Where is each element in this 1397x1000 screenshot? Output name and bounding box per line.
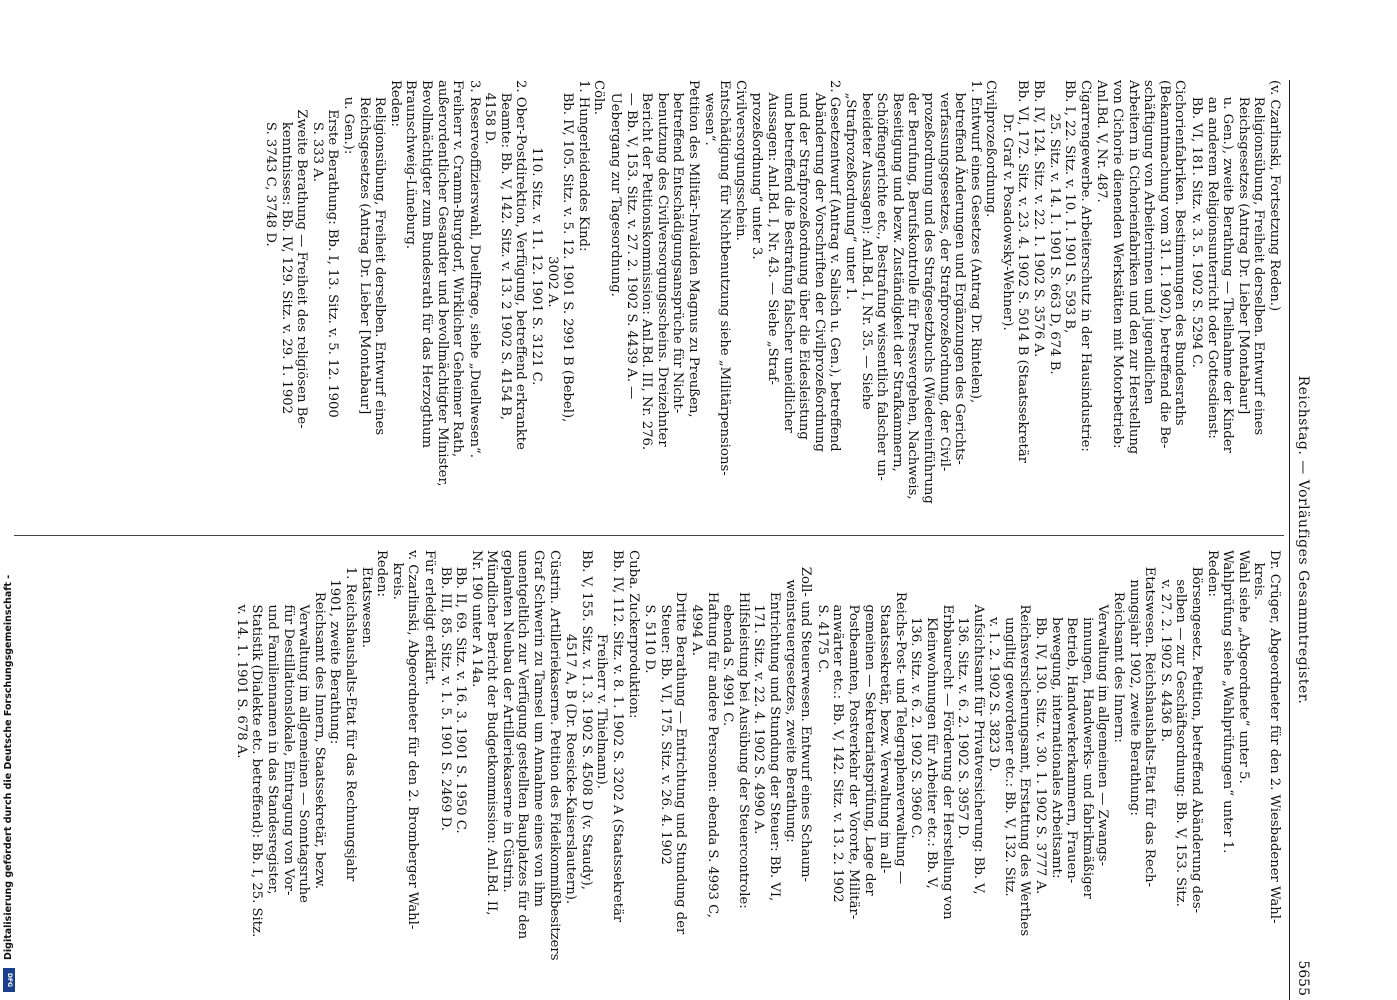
register-entry: Freiherr v. Cramm-Burgdorf, Wirklicher Geheimer Rath, außerordentlicher Gesandter und bevollmächtigter Minister, Bevollmächtigter zum Bundesrath für das Herzogthum Braunschweig-Lüneburg. Reden: Religionsübung, Freiheit derselben. Entwurf eines Reichsgesetzes (Antrag Dr. Lieber [Montabaur] u. Gen.): Erste Berathung: Bb. I, 13. Sitz. v. 5. 12. 1900 S. 333 A. Zweite Berathung — Freiheit des religiösen Be- kenntnisses: Bb. IV, 129. Sitz. v. 29. 1. 1902 S. 3743 C, 3748 D. [263, 80, 466, 487]
register-entry: Cüstrin. Artilleriekaserne. Petition des Fideikommißbesitzers Graf Schwerin zu Tamsel um Annahme eines von ihm unentgeltlich zur Verfügung gestellten Bauplatzes für den geplanten Neubau der Artilleriekaserne in Cüstrin. Mündlicher Bericht der Budgetkommission: Anl.Bd. II, Nr. 190 unter A 14a. Bb. II, 69. Sitz. v. 16. 3. 1901 S. 1950 C. Bb. III, 85. Sitz. v. 1. 5. 1901 S. 2469 D. Für erledigt erklärt. [421, 550, 562, 961]
register-entry: Cigarrengewerbe. Arbeiterschutz in der Hausindustrie: Bb. I, 22. Sitz. v. 10. 1. 1901 S. 593 B, 25. Sitz. v. 14. 1. 1901 S. 663 D, 674 B. Bb. IV, 124. Sitz. v. 22. 1. 1902 S. 3576 A. Bb. VI, 172. Sitz. v. 23. 4. 1902 S. 5014 B (Staatssekretär Dr. Graf v. Posadowsky-Wehner). [999, 80, 1093, 464]
page-number: 5655 [1295, 960, 1311, 996]
register-entry: v. Czarlinski, Abgeordneter für den 2. Bromberger Wahl- kreis. Reden: Etatswesen. 1. Reichshaushalts-Etat für das Rechnungsjahr 1901, zweite Berathung: Reichsamt des Innern, Staatssekretär, bezw. Verwaltung im allgemeinen — Sonntagsruhe für Destillationslokale, Eintragung von Vor- und Familiennamen in das Standesregister, Statistik (Dialekte etc. betreffend): Bb. I, 25. Sitz. v. 14. 1. 1901 S. 678 A. [233, 550, 421, 938]
right-column [22, 550, 1282, 990]
register-entry: Civilprozeßordnung. 1. Entwurf eines Gesetzes (Antrag Dr. Rintelen), betreffend Änderungen und Ergänzungen des Gerichts- verfassungsgesetzes, der Strafprozeßordnung, der Civil- prozeßordnung und des Strafgesetzbuchs (Wiedereinführung der Berufung, Berufskontrolle für Pressvergehen, Nachweis, Beseitigung und bezw. Zuständigkeit der Strafkammern, Schöffengerichte etc., Bestrafung wissentlich falscher un- beeideter Aussagen): Anl.Bd. I, Nr. 35. — Siehe „Strafprozeßordnung“ unter 1. 2. Gesetzentwurf (Antrag v. Salisch u. Gen.), betreffend Abänderung der Vorschriften der Civilprozeßordnung und der Strafprozeßordnung über die Eidesleistung und betreffend die Bestrafung falscher uneidlicher Aussagen: Anl.Bd. I, Nr. 43. — Siehe „Straf- prozeßordnung“ unter 3. [749, 80, 999, 504]
page-header [1289, 80, 1312, 1000]
register-entry: Zoll- und Steuerwesen. Entwurf eines Schaum- weinsteuergesetzes, zweite Berathung: Entrichtung und Stundung der Steuer: Bb. VI, 171. Sitz. v. 22. 4. 1902 S. 4990 A. Hilfsleistung bei Ausübung der Steuercontrole: ebenda S. 4991 C. Haftung für andere Personen: ebenda S. 4993 C, 4994 A. Dritte Berathung — Entrichtung und Stundung der Steuer: Bb. VI, 175. Sitz. v. 26. 4. 1902 S. 5110 D. [642, 566, 814, 935]
running-title: Reichstag. — Vorläufiges Gesammtregister. [1295, 375, 1311, 705]
register-entry: Cöln. 1. Hungerleidendes Kind: Bb. IV, 105. Sitz. v. 5. 12. 1901 S. 2991 B (Bebel), 3002 A. 110. Sitz. v. 11. 12. 1901 S. 3121 C. 2. Ober-Postdirektion, Verfügung, betreffend erkrankte Beamte: Bb. V, 142. Sitz. v. 13. 2 1902 S. 4154 B, 4158 D. 3. Reserveoffizierswahl, Duellfrage, siehe „Duellwesen“. [466, 80, 607, 458]
register-entry: (v. Czarlinski, Fortsetzung Reden.) Religionsübung, Freiheit derselben. Entwurf eines Reichsgesetzes (Antrag Dr. Lieber [Montabaur] u. Gen.), zweite Berathung — Theilnahme der Kinder an anderem Religionsunterricht oder Gottesdienst: Bb. VI, 181. Sitz. v. 3. 5. 1902 S. 5294 C. [1189, 80, 1282, 453]
register-entry: Cichorienfabriken. Bestimmungen des Bundesraths (Bekanntmachung vom 31. 1. 1902), betreffend die Be- schäftigung von Arbeiterinnen und jugendlichen Arbeitern in Cichorienfabriken und den zur Herstellung von Cichorie dienenden Werkstätten mit Motorbetrieb: Anl.Bd. V, Nr. 487. [1094, 80, 1188, 455]
left-column [22, 80, 1282, 520]
rotated-register-page [12, 80, 1312, 1000]
register-entry: Dr. Crüger, Abgeordneter für den 2. Wiesbadener Wahl- kreis. Wahl siehe „Abgeordnete“ unter 5. Wahlprüfung siehe „Wahlprüfungen“ unter 1. Reden: Börsengesetz. Petition, betreffend Abänderung des- selben — zur Geschäftsordnung: Bb. V, 153. Sitz. v. 27. 2. 1902 S. 4436 B. Etatswesen. Reichshaushalts-Etat für das Rech- nungsjahr 1902, zweite Berathung: Reichsamt des Innern: Verwaltung im allgemeinen — Zwangs- innungen, Handwerks- und fabrikmäßiger Betrieb, Handwerkerkammern, Frauen- bewegung, internationales Arbeitsamt: Bb. IV, 130. Sitz. v. 30. 1. 1902 S. 3777 A. Reichsversicherungsamt, Erstattung des Werthes ungiltig gewordener etc.: Bb. V, 132. Sitz. v. 1. 2. 1902 S. 3823 D. Aufsichtsamt für Privatversicherung: Bb. V, 136. Sitz. v. 6. 2. 1902 S. 3957 D. Erbbaurecht — Förderung der Herstellung von Kleinwohnungen für Arbeiter etc.: Bb. V, 136. Sitz. v. 6. 2. 1902 S. 3960 C. Reichs-Post- und Telegraphenverwaltung — Staatssekretär, bezw. Verwaltung im all- gemeinen — Sekretariatsprüfung, Lage der Postbeamten, Postverkehr der Vororte, Militär- anwärter etc.: Bb. V, 142. Sitz. v. 13. 2. 1902 S. 4175 C. [814, 550, 1282, 937]
register-entry: Cuba. Zuckerproduktion: Bb. IV, 112. Sitz. v. 8. 1. 1902 S. 3202 A (Staatssekretär Freiherr v. Thielmann). Bb. V, 155. Sitz. v. 1. 3. 1902 S. 4508 D (v. Staudy), 4517 A, B (Dr. Roesicke-Kaiserslautern). [563, 550, 641, 923]
register-entry: Civilversorgungsschein. Entschädigung für Nichtbenutzung siehe „Militärpensions- wesen“. Petition des Militär-Invaliden Magnus zu Preußen, betreffend Entschädigungsansprüche für Nicht- benutzung des Civilversorgungsscheins. Dreizehnter Bericht der Petitionskommission: Anl.Bd. III, Nr. 276. — Bb. V, 153. Sitz. v. 27. 2. 1902 S. 4439 A. — Uebergang zur Tagesordnung. [608, 80, 748, 476]
footer-credit-text: Digitalisierung gefördert durch die Deutsche Forschungsgemeinschaft - [3, 574, 14, 960]
dfg-logo-icon: DFG [3, 968, 15, 992]
column-divider [14, 535, 1284, 536]
